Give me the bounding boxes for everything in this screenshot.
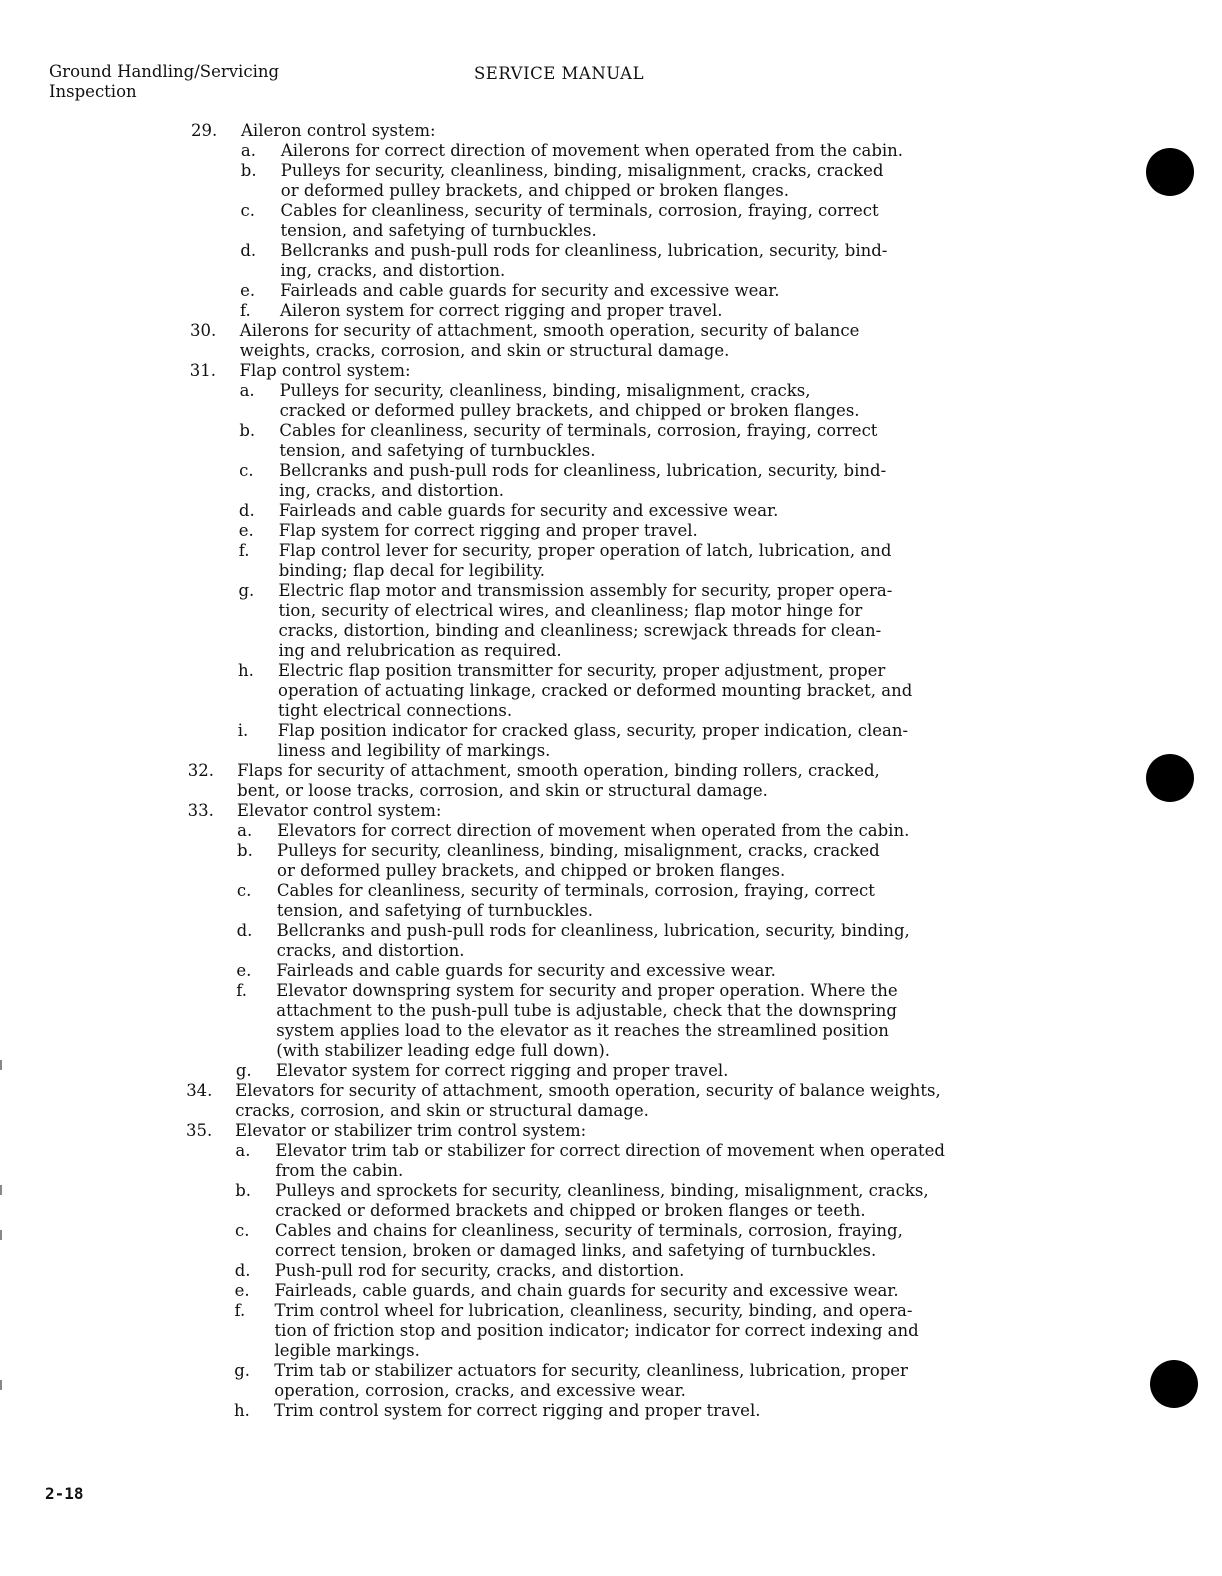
subitem-text: Cables for cleanliness, security of terminals, corrosion, fraying, correct (279, 421, 878, 440)
subitem-text: Bellcranks and push-pull rods for cleanliness, lubrication, security, bind- (280, 241, 888, 260)
subitem-letter: c. (236, 881, 252, 900)
subitem-text-continued: cracked or deformed brackets and chipped or broken flanges or teeth. (275, 1201, 866, 1220)
subitem-text: Aileron system for correct rigging and proper travel. (280, 301, 723, 320)
subitem-text-continued: tension, and safetying of turnbuckles. (279, 441, 596, 460)
subitem-text: Ailerons for correct direction of movement when operated from the cabin. (280, 141, 904, 160)
scan-edge-mark (0, 1185, 2, 1195)
subitem-letter: b. (240, 161, 257, 180)
subitem-letter: b. (237, 841, 253, 860)
subitem-letter: g. (235, 1061, 252, 1080)
subitem-letter: c. (240, 201, 256, 220)
subitem-text-continued: correct tension, broken or damaged links, and safetying of turnbuckles. (274, 1241, 877, 1260)
subitem-letter: a. (240, 141, 256, 160)
subitem-text-continued: tension, and safetying of turnbuckles. (276, 901, 593, 920)
subitem-letter: i. (237, 721, 249, 740)
item-number: 34. (186, 1081, 213, 1100)
binder-hole-middle (1146, 754, 1194, 802)
item-text-continued: bent, or loose tracks, corrosion, and skin or structural damage. (237, 781, 768, 800)
subitem-text: Flap position indicator for cracked glass, security, proper indication, clean- (277, 721, 909, 740)
section-name: Ground Handling/Servicing (49, 62, 280, 81)
subitem-text-continued: operation, corrosion, cracks, and excessive wear. (274, 1381, 686, 1400)
subitem-text: Pulleys for security, cleanliness, binding, misalignment, cracks, (279, 381, 811, 400)
subitem-letter: h. (238, 661, 254, 680)
subitem-text-continued: operation of actuating linkage, cracked or deformed mounting bracket, and (278, 681, 913, 700)
subitem-letter: a. (235, 1141, 251, 1160)
subitem-text: Flap control lever for security, proper operation of latch, lubrication, and (278, 541, 892, 560)
scan-edge-mark (0, 1380, 2, 1390)
subitem-text-continued: (with stabilizer leading edge full down). (276, 1041, 611, 1060)
subitem-letter: e. (240, 281, 256, 300)
item-number: 30. (189, 321, 217, 340)
section-header (49, 62, 279, 102)
subitem-text-continued: tension, and safetying of turnbuckles. (280, 221, 597, 240)
binder-hole-top (1146, 148, 1194, 196)
subitem-letter: e. (238, 521, 254, 540)
subitem-letter: a. (237, 821, 253, 840)
subitem-letter: b. (239, 421, 256, 440)
subitem-text: Elevator trim tab or stabilizer for correct direction of movement when operated (275, 1141, 945, 1160)
subitem-letter: h. (234, 1401, 250, 1420)
page-number: 2-18 (45, 1484, 84, 1503)
subitem-letter: f. (240, 301, 251, 320)
subitem-text-continued: cracked or deformed pulley brackets, and chipped or broken flanges. (279, 401, 860, 420)
item-number: 31. (189, 361, 217, 380)
subitem-text-continued: or deformed pulley brackets, and chipped or broken flanges. (277, 861, 786, 880)
subitem-text: Pulleys for security, cleanliness, binding, misalignment, cracks, cracked (277, 841, 880, 860)
subitem-text-continued: ing and relubrication as required. (278, 641, 562, 660)
subitem-text-continued: ing, cracks, and distortion. (280, 261, 506, 280)
subitem-text-continued: tion of friction stop and position indicator; indicator for correct indexing and (274, 1321, 919, 1340)
subitem-text: Cables for cleanliness, security of terminals, corrosion, fraying, correct (280, 201, 879, 220)
item-text: Elevator or stabilizer trim control system: (235, 1121, 587, 1140)
binder-hole-bottom (1150, 1360, 1198, 1408)
item-number: 35. (186, 1121, 213, 1140)
item-text-continued: cracks, corrosion, and skin or structural damage. (235, 1101, 649, 1120)
subitem-text-continued: attachment to the push-pull tube is adjustable, check that the downspring (276, 1001, 897, 1020)
subitem-text-continued: liness and legibility of markings. (277, 741, 551, 760)
subitem-letter: d. (240, 241, 257, 260)
subitem-text: Elevator downspring system for security and proper operation. Where the (276, 981, 898, 1000)
subitem-letter: d. (236, 921, 253, 940)
subitem-text: Elevator system for correct rigging and proper travel. (275, 1061, 729, 1080)
subitem-letter: b. (235, 1181, 251, 1200)
subitem-text: Fairleads and cable guards for security and excessive wear. (276, 961, 776, 980)
subitem-text-continued: tion, security of electrical wires, and cleanliness; flap motor hinge for (278, 601, 863, 620)
subitem-letter: g. (234, 1361, 251, 1380)
scan-edge-mark (0, 1230, 2, 1240)
item-text: Elevators for security of attachment, smooth operation, security of balance weights, (235, 1081, 941, 1100)
subitem-text-continued: cracks, and distortion. (276, 941, 465, 960)
item-number: 32. (187, 761, 215, 780)
subitem-text: Trim control system for correct rigging and proper travel. (274, 1401, 761, 1420)
item-text: Flaps for security of attachment, smooth operation, binding rollers, cracked, (237, 761, 880, 780)
item-text: Flap control system: (239, 361, 411, 380)
subitem-text: Fairleads and cable guards for security and excessive wear. (278, 501, 779, 520)
subitem-text: Fairleads, cable guards, and chain guards for security and excessive wear. (274, 1281, 899, 1300)
subitem-text-continued: legible markings. (274, 1341, 420, 1360)
subitem-letter: d. (238, 501, 255, 520)
subitem-letter: e. (234, 1281, 250, 1300)
subitem-text: Cables and chains for cleanliness, security of terminals, corrosion, fraying, (274, 1221, 903, 1240)
item-text: Ailerons for security of attachment, smooth operation, security of balance (239, 321, 860, 340)
subitem-letter: f. (234, 1301, 246, 1320)
subitem-text: Elevators for correct direction of movement when operated from the cabin. (277, 821, 910, 840)
subitem-letter: d. (234, 1261, 251, 1280)
subitem-text-continued: cracks, distortion, binding and cleanliness; screwjack threads for clean- (278, 621, 882, 640)
item-number: 29. (191, 121, 218, 140)
subitem-text-continued: ing, cracks, and distortion. (279, 481, 504, 500)
subitem-letter: c. (239, 461, 254, 480)
subitem-text-continued: tight electrical connections. (278, 701, 513, 720)
subitem-text-continued: binding; flap decal for legibility. (278, 561, 546, 580)
subitem-text-continued: system applies load to the elevator as it reaches the streamlined position (276, 1021, 889, 1040)
subitem-letter: a. (239, 381, 255, 400)
scan-edge-mark (0, 1060, 2, 1070)
subitem-text: Bellcranks and push-pull rods for cleanliness, lubrication, security, bind- (279, 461, 887, 480)
subitem-letter: f. (236, 981, 248, 1000)
item-text: Elevator control system: (236, 801, 442, 820)
subitem-text-continued: from the cabin. (275, 1161, 404, 1180)
subitem-text: Flap system for correct rigging and proper travel. (278, 521, 698, 540)
subitem-text: Cables for cleanliness, security of terminals, corrosion, fraying, correct (276, 881, 875, 900)
subitem-text: Pulleys and sprockets for security, cleanliness, binding, misalignment, cracks, (275, 1181, 929, 1200)
subitem-letter: c. (234, 1221, 250, 1240)
subitem-letter: g. (238, 581, 255, 600)
subitem-letter: f. (238, 541, 250, 560)
subitem-text: Pulleys for security, cleanliness, binding, misalignment, cracks, cracked (280, 161, 884, 180)
item-number: 33. (187, 801, 214, 820)
subitem-text: Trim tab or stabilizer actuators for security, cleanliness, lubrication, proper (274, 1361, 908, 1380)
subitem-text: Bellcranks and push-pull rods for cleanliness, lubrication, security, binding, (276, 921, 910, 940)
manual-title: SERVICE MANUAL (474, 64, 645, 83)
item-text-continued: weights, cracks, corrosion, and skin or structural damage. (239, 341, 730, 360)
subitem-text: Electric flap motor and transmission assembly for security, proper opera- (278, 581, 893, 600)
subitem-text-continued: or deformed pulley brackets, and chipped or broken flanges. (280, 181, 789, 200)
section-subname: Inspection (49, 82, 137, 101)
subitem-text: Trim control wheel for lubrication, cleanliness, security, binding, and opera- (274, 1301, 913, 1320)
subitem-text: Push-pull rod for security, cracks, and distortion. (274, 1261, 685, 1280)
subitem-letter: e. (236, 961, 252, 980)
subitem-text: Fairleads and cable guards for security and excessive wear. (280, 281, 780, 300)
subitem-text: Electric flap position transmitter for security, proper adjustment, proper (278, 661, 886, 680)
item-text: Aileron control system: (241, 121, 436, 140)
